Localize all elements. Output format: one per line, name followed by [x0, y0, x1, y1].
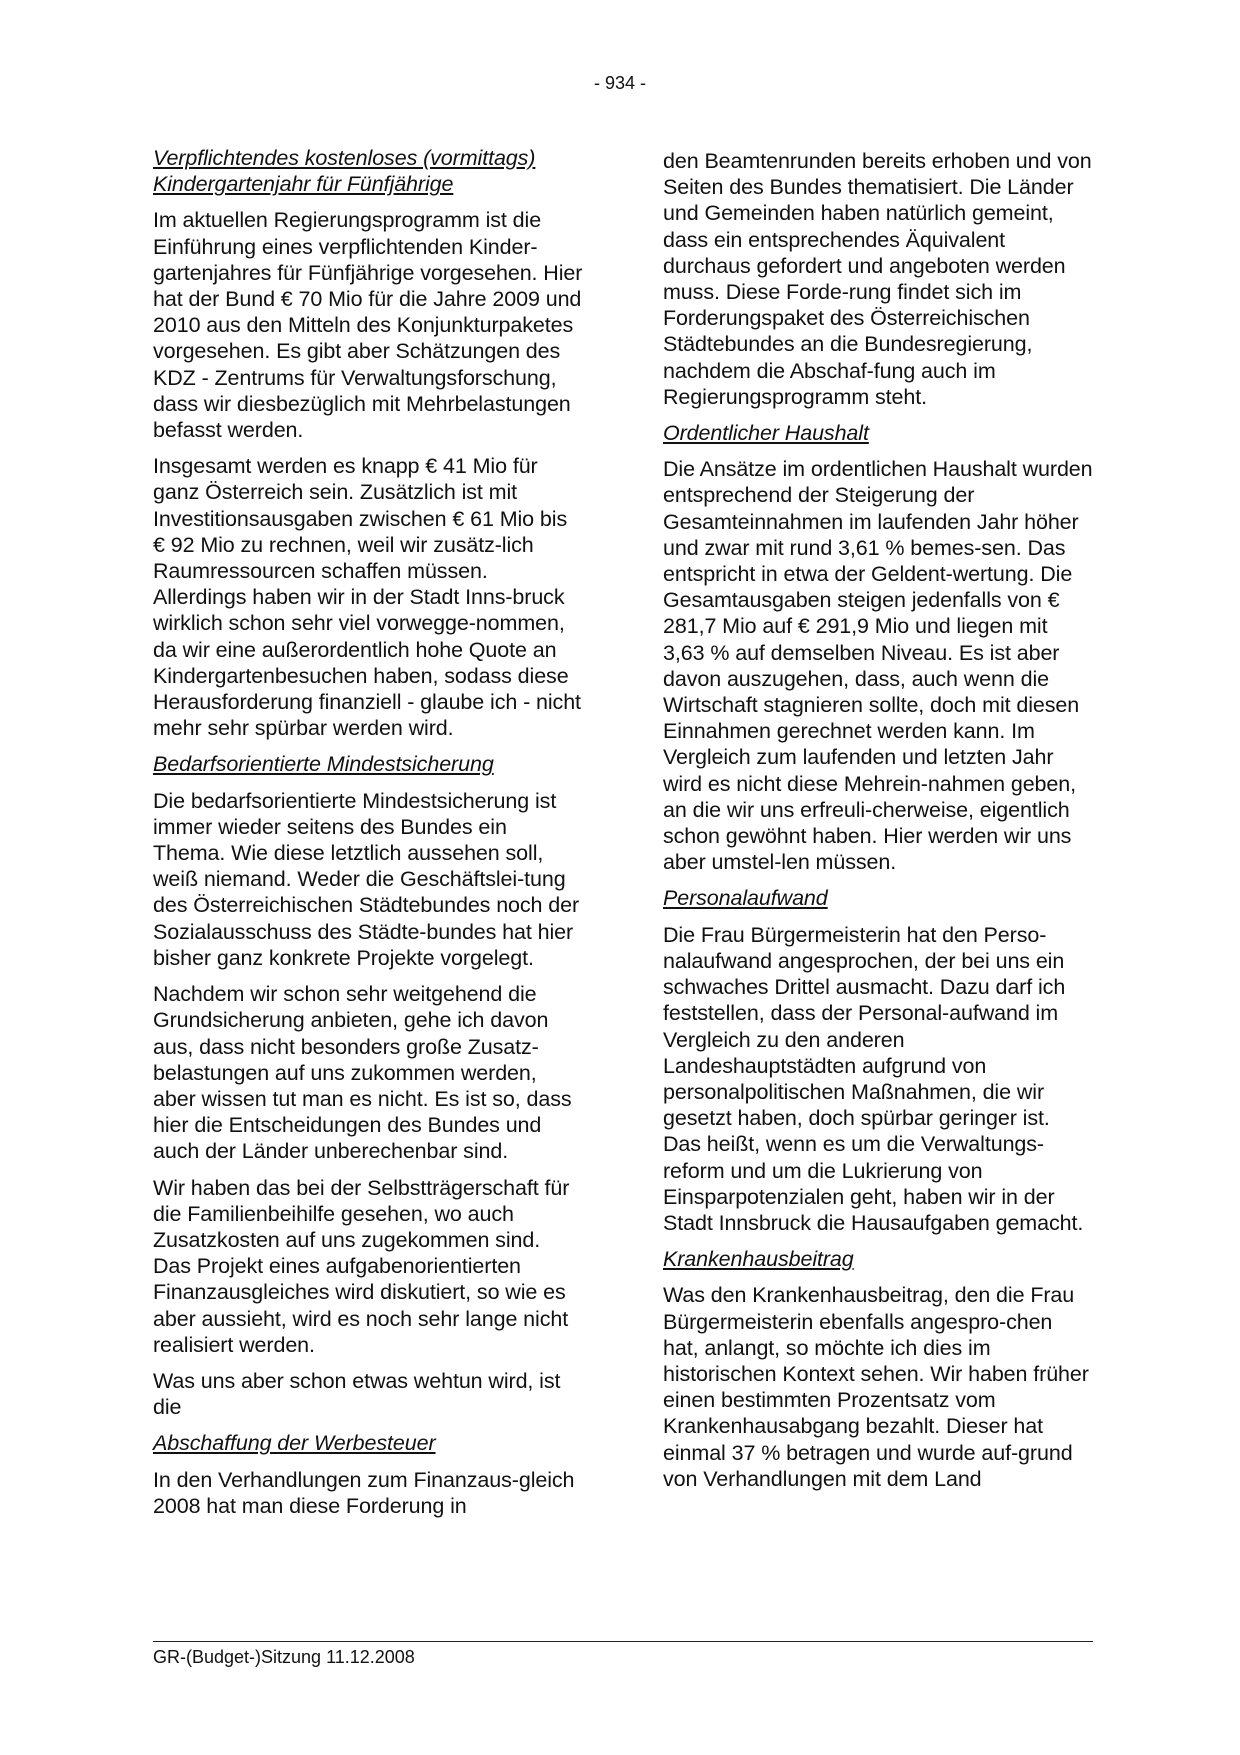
- heading-ordentlicher-haushalt: Ordentlicher Haushalt: [663, 421, 869, 446]
- paragraph: Insgesamt werden es knapp € 41 Mio für ganz Österreich sein. Zusätzlich ist mit Investitionsausgaben zwischen € 61 Mio bis € 92 Mio zu rechnen, weil wir zusätz-lich Raumressourcen schaffen müssen. Allerdings haben wir in der Stadt Inns-bruck wirklich schon sehr viel vorwegge-nommen, da wir eine außerordentlich hohe Quote an Kindergartenbesuchen haben, sodass diese Herausforderung finanziell - glaube ich - nicht mehr sehr spürbar werden wird.: [153, 454, 581, 741]
- paragraph: Die Frau Bürgermeisterin hat den Perso-nalaufwand angesprochen, der bei uns ein schwaches Drittel ausmacht. Dazu darf ich feststellen, dass der Personal-aufwand im Vergleich zu den anderen Landeshauptstädten aufgrund von personalpolitischen Maßnahmen, die wir gesetzt haben, doch spürbar geringer ist. Das heißt, wenn es um die Verwaltungs-reform und um die Lukrierung von Einsparpotenzialen geht, haben wir in der Stadt Innsbruck die Hausaufgaben gemacht.: [663, 922, 1084, 1235]
- heading-werbesteuer: Abschaffung der Werbesteuer: [153, 1431, 436, 1456]
- paragraph: den Beamtenrunden bereits erhoben und von Seiten des Bundes thematisiert. Die Länder und Gemeinden haben natürlich gemeint, dass ein entsprechendes Äquivalent durchaus gefordert und angeboten werden muss. Diese Forde-rung findet sich im Forderungspaket des Österreichischen Städtebundes an die Bundesregierung, nachdem die Abschaf-fung auch im Regierungsprogramm steht.: [663, 149, 1092, 409]
- page-number: - 934 -: [593, 73, 647, 93]
- paragraph: Nachdem wir schon sehr weitgehend die Grundsicherung anbieten, gehe ich davon aus, dass nicht besonders große Zusatz-belastungen auf uns zukommen werden, aber wissen tut man es nicht. Es ist so, dass hier die Entscheidungen des Bundes und auch der Länder unberechenbar sind.: [153, 982, 572, 1164]
- heading-mindestsicherung: Bedarfsorientierte Mindestsicherung: [153, 752, 494, 777]
- paragraph: Die Ansätze im ordentlichen Haushalt wurden entsprechend der Steigerung der Gesamteinnahmen im laufenden Jahr höher und zwar mit rund 3,61 % bemes-sen. Das entspricht in etwa der Geldent-wertung. Die Gesamtausgaben steigen jedenfalls von € 281,7 Mio auf € 291,9 Mio und liegen mit 3,63 % auf demselben Niveau. Es ist aber davon auszugehen, dass, auch wenn die Wirtschaft stagnieren sollte, doch mit diesen Einnahmen gerechnet werden kann. Im Vergleich zum laufenden und letzten Jahr wird es nicht diese Mehrein-nahmen geben, an die wir uns erfreuli-cherweise, eigentlich schon gewöhnt haben. Hier werden wir uns aber umstel-len müssen.: [663, 457, 1093, 875]
- paragraph: Im aktuellen Regierungsprogramm ist die Einführung eines verpflichtenden Kinder-gartenjahres für Fünfjährige vorgesehen. Hier hat der Bund € 70 Mio für die Jahre 2009 und 2010 aus den Mitteln des Konjunkturpaketes vorgesehen. Es gibt aber Schätzungen des KDZ - Zentrums für Verwaltungsforschung, dass wir diesbezüglich mit Mehrbelastungen befasst werden.: [153, 208, 583, 443]
- heading-kindergartenjahr-line2: Kindergartenjahr für Fünfjährige: [153, 172, 454, 197]
- heading-krankenhausbeitrag: Krankenhausbeitrag: [663, 1247, 854, 1272]
- paragraph: Was uns aber schon etwas wehtun wird, ist die: [153, 1368, 561, 1420]
- left-column: [153, 145, 583, 1529]
- heading-personalaufwand: Personalaufwand: [663, 886, 828, 911]
- heading-kindergartenjahr: [153, 145, 583, 197]
- footer-divider: [153, 1641, 1093, 1642]
- footer-session-label: GR-(Budget-)Sitzung 11.12.2008: [153, 1647, 415, 1667]
- paragraph: Wir haben das bei der Selbstträgerschaft für die Familienbeihilfe gesehen, wo auch Zusatzkosten auf uns zugekommen sind. Das Projekt eines aufgabenorientierten Finanzausgleiches wird diskutiert, so wie es aber aussieht, wird es noch sehr lange nicht realisiert werden.: [153, 1175, 570, 1357]
- heading-kindergartenjahr-line1: Verpflichtendes kostenloses (vormittags): [153, 146, 536, 170]
- paragraph: Was den Krankenhausbeitrag, den die Frau Bürgermeisterin ebenfalls angespro-chen hat, anlangt, so möchte ich dies im historischen Kontext sehen. Wir haben früher einen bestimmten Prozentsatz vom Krankenhausabgang bezahlt. Dieser hat einmal 37 % betragen und wurde auf-grund von Verhandlungen mit dem Land: [663, 1283, 1089, 1491]
- paragraph: In den Verhandlungen zum Finanzaus-gleich 2008 hat man diese Forderung in: [153, 1467, 575, 1518]
- paragraph: Die bedarfsorientierte Mindestsicherung ist immer wieder seitens des Bundes ein Thema. Wie diese letztlich aussehen soll, weiß niemand. Weder die Geschäftslei-tung des Österreichischen Städtebundes noch der Sozialausschuss des Städte-bundes hat hier bisher ganz konkrete Projekte vorgelegt.: [153, 788, 580, 970]
- right-column: [663, 148, 1093, 1502]
